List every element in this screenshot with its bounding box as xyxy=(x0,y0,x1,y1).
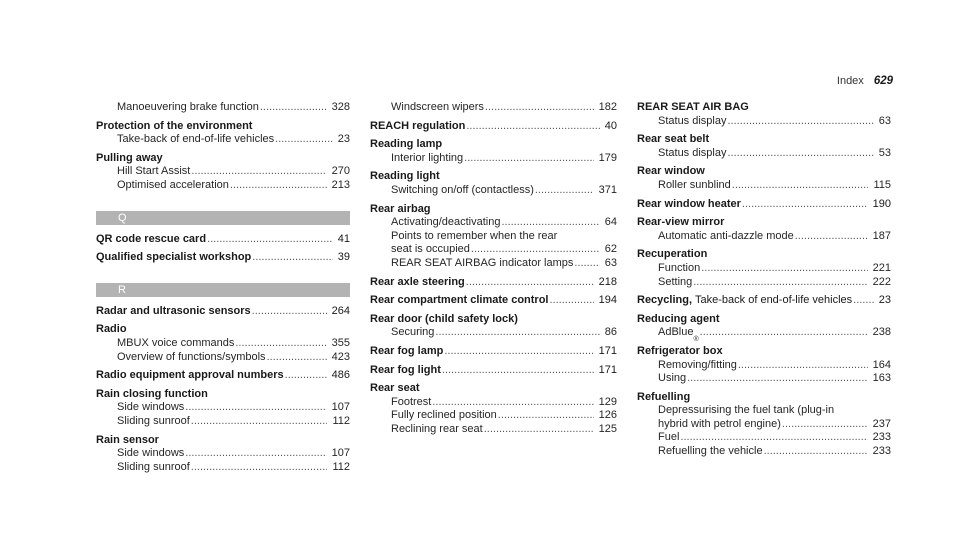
index-subentry[interactable]: REAR SEAT AIRBAG indicator lamps ..... 63 xyxy=(370,257,617,271)
index-entry[interactable]: Rear fog light ..... 171 xyxy=(370,364,617,378)
index-subentry[interactable]: Roller sunblind ..... 115 xyxy=(637,179,891,193)
index-subentry[interactable]: Sliding sunroof ..... 112 xyxy=(96,415,350,429)
leader-dots xyxy=(687,372,868,386)
index-subentry[interactable]: Fuel ..... 233 xyxy=(637,431,891,445)
leader-dots xyxy=(185,401,326,415)
leader-dots xyxy=(574,257,599,271)
index-term: Rear seat belt xyxy=(637,133,710,146)
leader-dots xyxy=(252,305,327,319)
page-ref: 190 xyxy=(872,197,891,210)
leader-dots xyxy=(764,445,868,459)
leader-dots xyxy=(275,133,333,147)
leader-dots xyxy=(235,337,326,351)
index-entry[interactable]: Rear fog lamp ..... 171 xyxy=(370,345,617,359)
index-subentry-line: Depressurising the fuel tank (plug-in xyxy=(658,404,835,417)
index-subentry[interactable]: Side windows ..... 107 xyxy=(96,447,350,461)
index-subentry[interactable]: Footrest ..... 129 xyxy=(370,396,617,410)
leader-dots xyxy=(230,179,327,193)
leader-dots xyxy=(442,364,594,378)
leader-dots xyxy=(535,184,594,198)
page-ref: 213 xyxy=(331,178,350,191)
index-subentry[interactable]: Activating/deactivating ..... 64 xyxy=(370,216,617,230)
leader-dots xyxy=(185,447,326,461)
page-ref: 107 xyxy=(331,401,350,414)
index-subentry[interactable]: Automatic anti-dazzle mode ..... 187 xyxy=(637,230,891,244)
leader-dots xyxy=(693,276,867,290)
page-ref: 53 xyxy=(878,146,891,159)
index-term: Refrigerator box xyxy=(637,344,723,357)
index-subentry[interactable]: Interior lighting ..... 179 xyxy=(370,152,617,166)
page-ref: 218 xyxy=(598,275,617,288)
page-ref: 355 xyxy=(331,336,350,349)
index-column-2 xyxy=(370,101,617,436)
page-ref: 182 xyxy=(598,101,617,113)
page-ref: 423 xyxy=(331,350,350,363)
leader-dots xyxy=(701,262,867,276)
page-ref: 486 xyxy=(331,369,350,382)
leader-dots xyxy=(742,198,868,212)
index-term: Rear airbag xyxy=(370,202,431,215)
page-ref: 238 xyxy=(872,326,891,339)
page-ref: 222 xyxy=(872,275,891,288)
leader-dots xyxy=(432,396,593,410)
leader-dots xyxy=(267,351,327,365)
index-term: REAR SEAT AIR BAG xyxy=(637,101,749,113)
index-subentry[interactable]: Windscreen wipers ..... 182 xyxy=(370,101,617,115)
index-term: Rain sensor xyxy=(96,433,159,446)
index-term: Reading lamp xyxy=(370,138,443,151)
leader-dots xyxy=(732,179,869,193)
page-ref: 62 xyxy=(604,243,617,256)
index-term: Rain closing function xyxy=(96,387,208,400)
leader-dots xyxy=(727,115,873,129)
index-subentry[interactable]: Function ..... 221 xyxy=(637,262,891,276)
index-entry[interactable]: Rear compartment climate control ..... 194 xyxy=(370,294,617,308)
leader-dots xyxy=(700,326,868,340)
index-term: Rear seat xyxy=(370,382,420,395)
index-subentry[interactable]: Sliding sunroof ..... 112 xyxy=(96,461,350,475)
index-entry[interactable]: Qualified specialist workshop ..... 39 xyxy=(96,251,350,265)
index-entry[interactable]: Rear window heater ..... 190 xyxy=(637,198,891,212)
index-entry[interactable]: Radio equipment approval numbers ..... 486 xyxy=(96,369,350,383)
leader-dots xyxy=(260,101,327,115)
page-ref: 233 xyxy=(872,431,891,444)
page-ref: 125 xyxy=(598,422,617,435)
index-term: Reducing agent xyxy=(637,312,720,325)
page-ref: 164 xyxy=(872,358,891,371)
page-ref: 39 xyxy=(337,251,350,264)
leader-dots xyxy=(485,101,594,115)
index-term: Reading light xyxy=(370,170,440,183)
page-ref: 63 xyxy=(878,114,891,127)
index-subentry[interactable]: Fully reclined position ..... 126 xyxy=(370,409,617,423)
page-ref: 63 xyxy=(604,256,617,269)
page-ref: 237 xyxy=(872,417,891,430)
index-entry[interactable]: Rear axle steering ..... 218 xyxy=(370,276,617,290)
index-subentry[interactable]: AdBlue ® ..... 238 xyxy=(637,326,891,340)
page-ref: 270 xyxy=(331,165,350,178)
leader-dots xyxy=(191,461,328,475)
index-term: Rear-view mirror xyxy=(637,216,725,229)
leader-dots xyxy=(853,294,874,308)
page-ref: 112 xyxy=(332,460,350,473)
leader-dots xyxy=(795,230,868,244)
index-subentry[interactable]: Refuelling the vehicle ..... 233 xyxy=(637,445,891,459)
index-subentry[interactable]: Hill Start Assist ..... 270 xyxy=(96,165,350,179)
page-ref: 221 xyxy=(872,261,891,274)
index-subentry[interactable]: Removing/fitting ..... 164 xyxy=(637,359,891,373)
letter-section-q: Q xyxy=(96,211,350,225)
page-ref: 171 xyxy=(598,363,617,376)
page-ref: 187 xyxy=(872,229,891,242)
index-subentry[interactable]: Securing ..... 86 xyxy=(370,326,617,340)
leader-dots xyxy=(435,326,599,340)
page-ref: 107 xyxy=(331,447,350,460)
leader-dots xyxy=(466,120,599,134)
index-entry[interactable]: Radar and ultrasonic sensors ..... 264 xyxy=(96,305,350,319)
leader-dots xyxy=(550,294,594,308)
leader-dots xyxy=(782,418,868,432)
page-ref: 163 xyxy=(872,372,891,385)
leader-dots xyxy=(471,243,600,257)
index-column-3 xyxy=(637,101,891,459)
leader-dots xyxy=(191,165,326,179)
index-term: Pulling away xyxy=(96,151,163,164)
page-ref: 112 xyxy=(332,414,350,427)
index-subentry[interactable]: Reclining rear seat ..... 125 xyxy=(370,423,617,437)
index-subentry[interactable]: Status display ..... 63 xyxy=(637,115,891,129)
page-ref: 64 xyxy=(604,216,617,229)
index-subentry[interactable]: Status display ..... 53 xyxy=(637,147,891,161)
page-header xyxy=(837,75,893,87)
page-ref: 115 xyxy=(873,178,891,191)
index-subentry[interactable]: Using ..... 163 xyxy=(637,372,891,386)
page-ref: 129 xyxy=(598,395,617,408)
leader-dots xyxy=(191,415,328,429)
leader-dots xyxy=(285,369,327,383)
index-subentry[interactable]: seat is occupied ..... 62 xyxy=(370,243,617,257)
index-term: Recuperation xyxy=(637,248,708,261)
leader-dots xyxy=(207,233,333,247)
index-entry[interactable]: Recycling, Take-back of end-of-life vehicles ..... 23 xyxy=(637,294,891,308)
letter-section-r: R xyxy=(96,283,350,297)
leader-dots xyxy=(444,345,593,359)
index-subentry[interactable]: Manoeuvering brake function ..... 328 xyxy=(96,101,350,115)
index-term: Refuelling xyxy=(637,390,691,403)
page-ref: 41 xyxy=(337,232,350,245)
page-ref: 328 xyxy=(331,101,350,113)
leader-dots xyxy=(738,359,868,373)
leader-dots xyxy=(680,431,867,445)
index-term: Protection of the environment xyxy=(96,119,253,132)
index-subentry[interactable]: Side windows ..... 107 xyxy=(96,401,350,415)
page-ref: 179 xyxy=(598,151,617,164)
page-ref: 23 xyxy=(878,294,891,307)
index-entry[interactable]: QR code rescue card ..... 41 xyxy=(96,233,350,247)
index-subentry[interactable]: Optimised acceleration ..... 213 xyxy=(96,179,350,193)
page-ref: 371 xyxy=(598,183,617,196)
index-subentry[interactable]: Switching on/off (contactless) ..... 371 xyxy=(370,184,617,198)
page-ref: 264 xyxy=(331,304,350,317)
page-ref: 171 xyxy=(598,344,617,357)
index-subentry[interactable]: MBUX voice commands ..... 355 xyxy=(96,337,350,351)
leader-dots xyxy=(252,251,332,265)
index-term: Rear window xyxy=(637,165,705,178)
index-subentry[interactable]: Overview of functions/symbols ..... 423 xyxy=(96,351,350,365)
index-subentry[interactable]: Take-back of end-of-life vehicles ..... 23 xyxy=(96,133,350,147)
index-subentry[interactable]: Setting ..... 222 xyxy=(637,276,891,290)
leader-dots xyxy=(727,147,873,161)
index-term: Rear door (child safety lock) xyxy=(370,312,518,325)
leader-dots xyxy=(501,216,599,230)
page-ref: 86 xyxy=(604,326,617,339)
leader-dots xyxy=(484,423,594,437)
page-ref: 126 xyxy=(598,409,617,422)
leader-dots xyxy=(464,152,593,166)
page-ref: 23 xyxy=(337,133,350,146)
page-ref: 233 xyxy=(872,445,891,458)
page-number: 629 xyxy=(873,75,893,87)
index-term: Radio xyxy=(96,323,127,336)
index-entry[interactable]: REACH regulation ..... 40 xyxy=(370,120,617,134)
leader-dots xyxy=(498,409,594,423)
page-ref: 194 xyxy=(598,294,617,307)
leader-dots xyxy=(466,276,594,290)
header-label: Index xyxy=(836,75,864,87)
index-column-1 xyxy=(96,101,350,474)
index-subentry[interactable]: hybrid with petrol engine) ..... 237 xyxy=(637,418,891,432)
index-subentry-line: Points to remember when the rear xyxy=(391,229,558,242)
page-ref: 40 xyxy=(604,119,617,132)
